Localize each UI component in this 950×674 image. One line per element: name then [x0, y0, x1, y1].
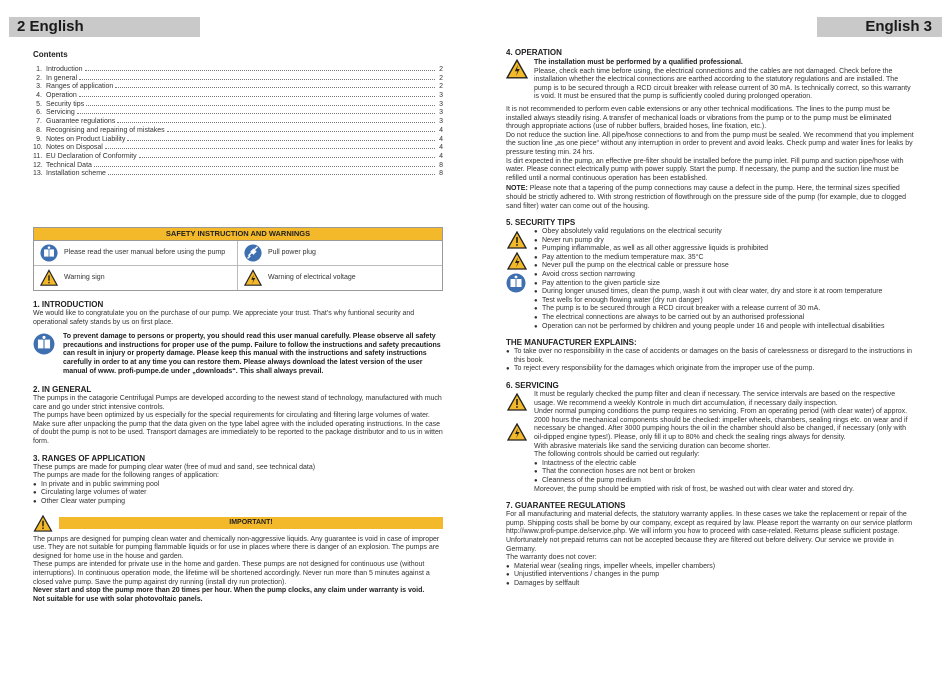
- guarantee-bullet: ● Material wear (sealing rings, impeller wheels, impeller chambers): [506, 563, 916, 572]
- contents-title: Contents: [33, 50, 68, 59]
- safety-text-warning: Warning sign: [64, 273, 105, 281]
- security-bullet: ● The pump is to be secured through a RCD circuit breaker with a release current of 30 mA.: [534, 305, 916, 314]
- security-group-1: [506, 228, 916, 271]
- security-bullet: ● During longer unused times, clean the pump, wash it out with clear water, dry and store it at room temperature: [534, 288, 916, 297]
- guarantee-p2: The warranty does not cover:: [506, 554, 597, 562]
- security-group-2: [506, 271, 916, 331]
- toc-page: 8: [439, 161, 443, 169]
- page-header-right: English 3: [817, 17, 942, 37]
- page-header-left: 2 English: [9, 17, 200, 37]
- toc-number: 4.: [36, 92, 42, 100]
- toc-title: Introduction: [46, 66, 83, 73]
- toc-item: [33, 66, 443, 75]
- manual-icon: [506, 273, 526, 293]
- important-label: IMPORTANT!: [59, 517, 443, 529]
- security-bullet: ● Avoid cross section narrowing: [534, 271, 916, 280]
- important-b2: Not suitable for use with solar photovoltaic panels.: [33, 595, 203, 603]
- toc-leader: [167, 131, 435, 132]
- safety-text-plug: Pull power plug: [268, 248, 316, 256]
- toc-page: 2: [439, 74, 443, 82]
- toc-leader: [79, 79, 435, 80]
- toc-number: 5.: [36, 100, 42, 108]
- guarantee-heading: 7. GUARANTEE REGULATIONS: [506, 501, 626, 511]
- operation-p1: It is not recommended to perform even cable extensions or any other technical modifications. The lines to the pump must be installed always steadily rising. A transfer of mechanical loads or vibrations from the pump or to the pump must be eliminated through appropriate actions (use of rubber buffers, braided hoses, line fixation, etc.).: [506, 105, 892, 131]
- toc-leader: [94, 166, 435, 167]
- toc-leader: [139, 157, 435, 158]
- warning-icon: [506, 393, 528, 411]
- safety-cell-warning: [34, 266, 238, 290]
- servicing-p1: It must be regularly checked the pump filter and clean if necessary. The service intervals are based on the respective usage. We recommend a weekly Kontrole in much dirt accumulation, if necessary daily inspection.: [534, 391, 896, 407]
- warning-icon: [40, 269, 58, 287]
- right-page: [475, 0, 950, 674]
- toc-item: [33, 109, 443, 118]
- security-bullet: ● The electrical connections are always to be carried out by an authorised professional: [534, 314, 916, 323]
- toc-number: 2.: [36, 74, 42, 82]
- right-column: [506, 48, 916, 588]
- ranges-bullet: ● Circulating large volumes of water: [33, 489, 443, 498]
- safety-box: [33, 227, 443, 291]
- manual-note: [33, 333, 443, 376]
- toc-number: 10.: [33, 144, 43, 152]
- manual-note-text: To prevent damage to persons or property, you should read this user manual carefully. Please observe all safety precautions and instructions for proper use of the pump. Failure to follow the instructions and safety precautions can result in injury or property damage. Please keep this manual with the instructions and safety instructions carefully in order to at any time you can restore them. Please always download the latest version of the user manual of www. profi-pumpe.de under „downloads“. This shall always prevail.: [63, 333, 441, 375]
- toc-title: Ranges of application: [46, 83, 114, 91]
- toc-item: [33, 101, 443, 110]
- security-bullet: ● Never pull the pump on the electrical cable or pressure hose: [534, 262, 916, 271]
- safety-text-electric: Warning of electrical voltage: [268, 273, 356, 281]
- safety-cell-manual: [34, 241, 238, 266]
- toc-leader: [77, 113, 435, 114]
- general-p2: The pumps have been optimized by us especially for the special requirements for circulating and filtering large volumes of water. Make sure after unpacking the pump that the data given on the type label agree with the included operating instructions. In the case of doubt the pump is not to be used. Transport damages are immediately to be reported to the package distributor and to us in witten form.: [33, 412, 443, 446]
- servicing-p4: The following controls should be carried out regularly:: [534, 451, 700, 459]
- servicing-bullet: ● Cleanness of the pump medium: [534, 477, 916, 486]
- toc-item: [33, 170, 443, 179]
- toc-leader: [115, 87, 435, 88]
- toc-page: 3: [439, 109, 443, 117]
- toc-number: 3.: [36, 83, 42, 91]
- toc-number: 6.: [36, 109, 42, 117]
- toc-title: Installation scheme: [46, 170, 106, 178]
- warning-icon: [506, 231, 528, 249]
- table-of-contents: [33, 66, 443, 179]
- toc-number: 8.: [36, 126, 42, 134]
- servicing-bullet: ● Intactness of the electric cable: [534, 460, 916, 469]
- safety-cell-plug: [238, 241, 442, 266]
- manufacturer-heading: THE MANUFACTURER EXPLAINS:: [506, 338, 637, 348]
- toc-leader: [85, 70, 435, 71]
- important-bar: [33, 515, 443, 532]
- toc-page: 2: [439, 83, 443, 91]
- toc-item: [33, 92, 443, 101]
- toc-page: 4: [439, 126, 443, 134]
- manual-icon: [40, 244, 58, 262]
- servicing-p2: Under normal pumping conditions the pump requires no servicing. From an operating period (with clear water) of approx. 2000 hours the mechanical components should be checked: impeller wheels, chambers, sealing rings etc. on wear and if necessary be changed. After 3000 pumping hours the oil in the chamber should also be changed, if necessary (only with oil-dipped engine types!). Please, only fill it up to 80% and check the sealing rings always for density.: [534, 408, 908, 441]
- operation-warning: [506, 59, 916, 102]
- electric-warning-icon: [506, 423, 528, 441]
- toc-leader: [117, 122, 435, 123]
- security-heading: 5. SECURITY TIPS: [506, 218, 576, 228]
- guarantee-bullet: ● Unjustified interventions / changes in the pump: [506, 571, 916, 580]
- electric-warning-icon: [244, 269, 262, 287]
- servicing-p5: Moreover, the pump should be emptied with risk of frost, be washed out with clear water and stored dry.: [534, 485, 855, 493]
- toc-leader: [79, 96, 435, 97]
- toc-title: Notes on Disposal: [46, 144, 103, 152]
- ranges-heading: 3. RANGES OF APPLICATION: [33, 453, 146, 463]
- note-label: NOTE:: [506, 185, 528, 193]
- servicing-p3: With abrasive materials like sand the servicing duration can become shorter.: [534, 442, 771, 450]
- toc-leader: [105, 148, 435, 149]
- operation-heading: 4. OPERATION: [506, 48, 562, 57]
- ranges-p1: These pumps are made for pumping clear water (free of mud and sand, see technical data): [33, 463, 316, 471]
- safety-cell-electric: [238, 266, 442, 290]
- toc-number: 12.: [33, 161, 43, 169]
- toc-number: 11.: [33, 152, 43, 160]
- security-bullet: ● Operation can not be performed by children and young people under 16 and people with intellectual disabilities: [534, 323, 916, 332]
- electric-warning-icon: [506, 252, 528, 270]
- security-bullet: ● Pumping inflammable, as well as all other aggressive liquids is prohibited: [534, 245, 916, 254]
- manual-note-icon: [33, 333, 55, 355]
- intro-heading: 1. INTRODUCTION: [33, 299, 104, 309]
- operation-warning-title: The installation must be performed by a qualified professional.: [534, 59, 743, 66]
- toc-page: 3: [439, 100, 443, 108]
- manufacturer-bullet: ● To reject every responsibility for the damages which originate from the improper use of the pump.: [506, 365, 916, 374]
- guarantee-p1: For all manufacturing and material defects, the statutory warranty applies. In these cases we take the replacement or repair of the pump. Shipping costs shall be borne by our company, except as required by law. Please report the warranty on our service platform http://www.profi-pumpe.de/service.php. We will inform you how to proceed with case-related. Returns please sufficient postage. Unfortunately not prepaid returns can not be accepted because they are filtered out before delivery. Our service we provide in Germany.: [506, 511, 913, 553]
- safety-text-manual: Please read the user manual before using the pump: [64, 248, 226, 256]
- note-text: Please note that a tapering of the pump connections may cause a defect in the pump. Here, the terminal sizes specified should be strictly adhered to. With strong restriction of flowthrough on the pressure side of the pump (for example, due to clogged sand filter) water can come out of the housing.: [506, 185, 906, 210]
- general-heading: 2. IN GENERAL: [33, 385, 92, 395]
- toc-item: [33, 153, 443, 162]
- electric-warning-icon: [506, 59, 528, 79]
- general-p1: The pumps in the catagorie Centrifugal Pumps are developed according to the newest stand of technology, manufactured with much care and go under strict intensive controls.: [33, 395, 442, 411]
- toc-title: Notes on Product Liability: [46, 135, 126, 143]
- servicing-bullet: ● That the connection hoses are not bent or broken: [534, 468, 916, 477]
- toc-title: Guarantee regulations: [46, 118, 116, 126]
- important-p1: The pumps are designed for pumping clean water and chemically non-aggressive liquids. Any guarantee is void in case of improper use. They are not suitable for pumping flammable liquids or for use in places where there is danger of an explosion. The pumps are designed for home use in the house and garden.: [33, 535, 440, 560]
- toc-page: 3: [439, 92, 443, 100]
- toc-title: Servicing: [46, 109, 75, 117]
- servicing-block: [506, 391, 916, 494]
- toc-number: 9.: [36, 135, 42, 143]
- security-bullet: ● Pay attention to the given particle size: [534, 280, 916, 289]
- toc-page: 4: [439, 135, 443, 143]
- toc-title: Technical Data: [46, 161, 92, 169]
- operation-warning-text: Please, check each time before using, the electrical connections and the cables are not damaged. Check before the installation whether the electrical connections are earthed according to the statutory regulations and are installed. The pump is to be secured through a RCD circuit breaker with release current of 30 mA. Is technically correct, so this warranty is void. It must be ensured that the pump is sufficiently cooled during prolonged operation.: [534, 67, 911, 101]
- toc-title: In general: [46, 74, 78, 82]
- important-b1: Never start and stop the pump more than 20 times per hour. When the pump clocks, any claim under warranty is void.: [33, 587, 425, 595]
- toc-page: 4: [439, 152, 443, 160]
- security-bullet: ● Never run pump dry: [534, 237, 916, 246]
- toc-title: Security tips: [46, 100, 85, 108]
- manufacturer-bullet: ● To take over no responsibility in the case of accidents or damages on the basis of carelessness or disregard to the instructions in this book.: [506, 348, 916, 365]
- toc-page: 4: [439, 144, 443, 152]
- security-bullet: ● Obey absolutely valid regulations on the electrical security: [534, 228, 916, 237]
- important-p2: These pumps are intended for private use in the home and garden. These pumps are not designed for continuous use (without interruptions). In continuous operation mode, the lifetime will be shortened accordingly. Never run more than 5 minutes against a closed valve pump. Save the pump against dry running (install dry run protection).: [33, 561, 430, 586]
- toc-title: EU Declaration of Conformity: [46, 152, 137, 160]
- security-bullet: ● Test wells for enough flowing water (dry run danger): [534, 297, 916, 306]
- toc-number: 13.: [33, 170, 43, 178]
- safety-title: SAFETY INSTRUCTION AND WARNINGS: [34, 228, 442, 240]
- toc-item: [33, 162, 443, 171]
- toc-page: 2: [439, 66, 443, 73]
- toc-item: [33, 118, 443, 127]
- toc-number: 1.: [36, 66, 42, 73]
- toc-leader: [108, 174, 435, 175]
- toc-page: 3: [439, 118, 443, 126]
- guarantee-bullet: ● Damages by selffault: [506, 580, 916, 589]
- toc-title: Recognising and repairing of mistakes: [46, 126, 165, 134]
- toc-title: Operation: [46, 92, 77, 100]
- operation-p2: Do not reduce the suction line. All pipe/hose connections to and from the pump must be sealed. We recommend that you implement the suction line „as one piece“ without any interruption in order to prevent and avoid leaks. Check pump and water lines for leaks by pressure testing min. 24 hrs.: [506, 131, 914, 156]
- plug-icon: [244, 244, 262, 262]
- toc-item: [33, 75, 443, 84]
- servicing-heading: 6. SERVICING: [506, 381, 559, 390]
- toc-number: 7.: [36, 118, 42, 126]
- toc-item: [33, 83, 443, 92]
- toc-item: [33, 136, 443, 145]
- ranges-p2: The pumps are made for the following ranges of application:: [33, 472, 219, 480]
- security-bullet: ● Pay attention to the medium temperature max. 35°C: [534, 254, 916, 263]
- left-column: [33, 50, 443, 604]
- operation-p3: Is dirt expected in the pump, an effective pre-filter should be installed before the pump inlet. Fill pump and suction pipe/hose with water. Please connect electrically pump with power supply. Start the pump. If necessary, the pump and the suction line must be refilled until a normal continuous operation has been established.: [506, 157, 904, 182]
- warning-icon: [33, 515, 53, 532]
- ranges-bullet: ● Other Clear water pumping: [33, 498, 443, 507]
- toc-leader: [127, 140, 435, 141]
- toc-item: [33, 144, 443, 153]
- toc-leader: [86, 105, 435, 106]
- intro-text: We would like to congratulate you on the purchase of our pump. We appreciate your trust. That’s why funtional security and operational safety stands by us on first place.: [33, 309, 415, 326]
- toc-page: 8: [439, 170, 443, 178]
- ranges-bullet: ● In private and in public swimming pool: [33, 481, 443, 490]
- operation-note: [506, 185, 916, 211]
- toc-item: [33, 127, 443, 136]
